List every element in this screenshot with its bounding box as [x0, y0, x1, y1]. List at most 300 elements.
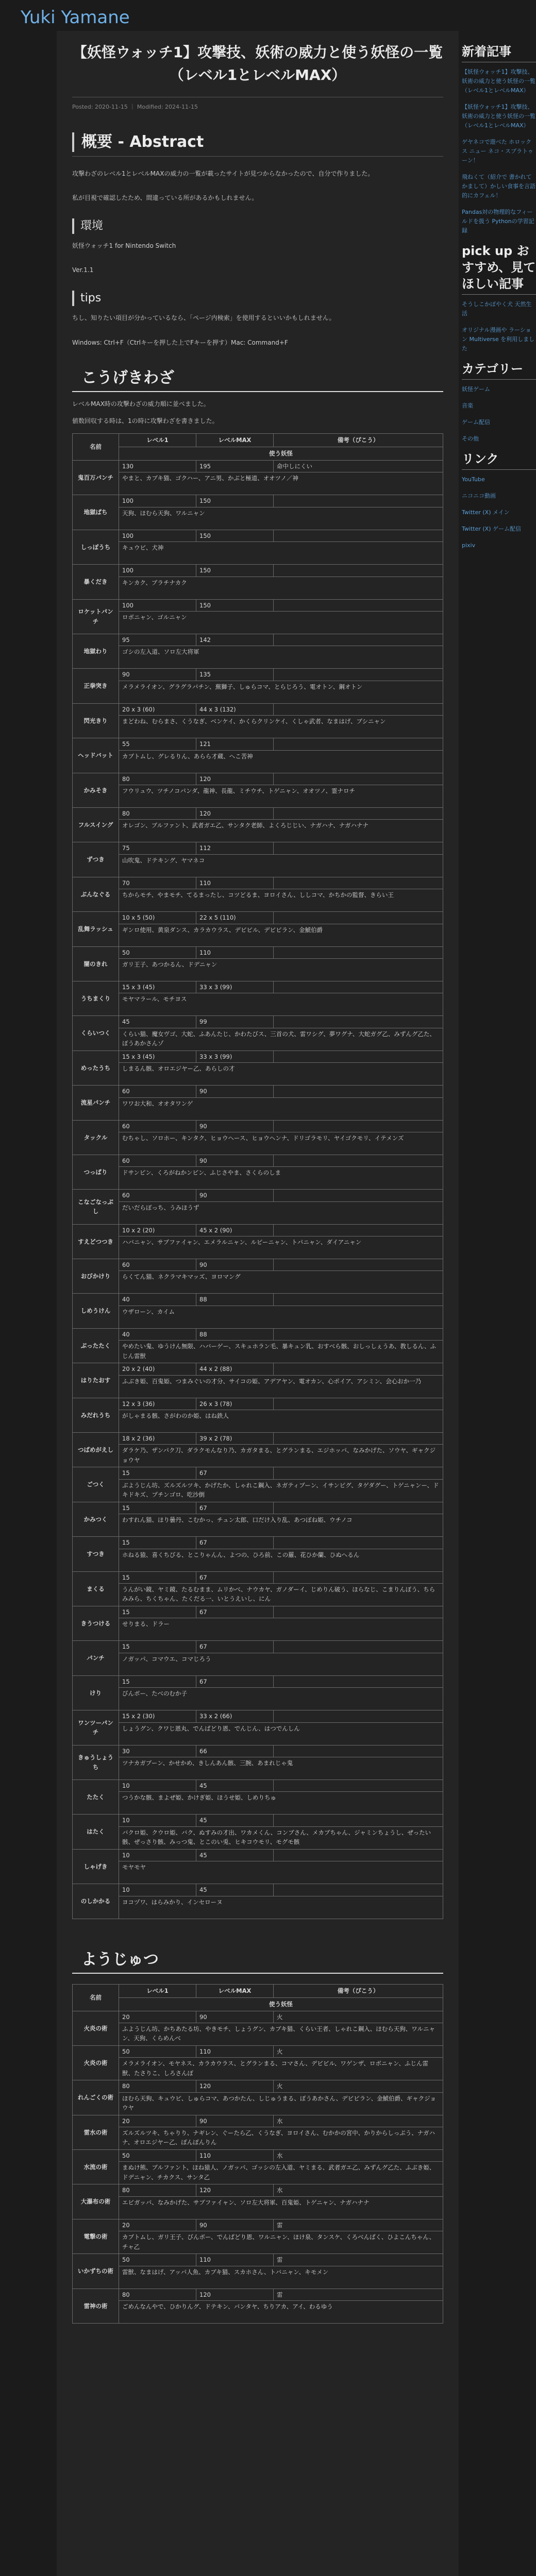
move-lv1-cell: 10	[119, 1780, 196, 1791]
move-name-cell: 雷神の術	[73, 2289, 119, 2323]
move-users-cell: ホねる猿、喜くちびる、とこりゃんん、よつの、ひろ前、この羅、花ひか蘭、ひぬへるん	[119, 1549, 443, 1571]
table-row	[73, 2231, 443, 2254]
move-users-cell: 山吹鬼、ドテキング、ヤマネコ	[119, 854, 443, 877]
kougeki-table	[72, 433, 443, 1919]
move-lvmax-cell: 67	[196, 1467, 274, 1479]
move-lv1-cell: 40	[119, 1294, 196, 1306]
move-lvmax-cell: 112	[196, 842, 274, 854]
move-users-cell: やめたい鬼、ゆうけん無限、ハバーゲー、スキュホラン毛、暴キュン乳、おすべら骸、おしっしぇうあ、教しるん、ふじん雷獣	[119, 1341, 443, 1363]
table-row	[73, 1341, 443, 1363]
table-header-note: 備考（ぴこう）	[274, 434, 443, 447]
table-row	[73, 1236, 443, 1259]
move-note-cell: 雷	[274, 2289, 443, 2300]
table-row	[73, 993, 443, 1016]
table-row	[73, 1514, 443, 1537]
move-lv1-cell: 15 x 2 (30)	[119, 1710, 196, 1722]
move-note-cell: 水	[274, 2184, 443, 2196]
move-lvmax-cell: 110	[196, 877, 274, 889]
table-row	[73, 1722, 443, 1745]
move-lv1-cell: 15	[119, 1606, 196, 1618]
tips-text-2: Windows: Ctrl+F（Ctrlキーを押した上でFキーを押す）Mac: Command+F	[72, 338, 288, 346]
sidebar-external-link[interactable]: ニコニコ動画	[462, 493, 496, 499]
kougeki-heading: こうげきわざ	[72, 368, 443, 392]
sidebar-new-article-link[interactable]: 飛ねくて（紹介で 書かれてかまして）かしい食事を言語的にカフェル！	[462, 174, 535, 199]
move-users-cell: せりまる、ドラー	[119, 1618, 443, 1641]
move-lv1-cell: 45	[119, 1016, 196, 1028]
move-lv1-cell: 80	[119, 773, 196, 785]
move-lv1-cell: 18 x 2 (36)	[119, 1433, 196, 1445]
move-lv1-cell: 60	[119, 1086, 196, 1097]
move-lv1-cell: 15	[119, 1467, 196, 1479]
move-name-cell: いかずちの術	[73, 2254, 119, 2289]
table-header-lvmax: レベルMAX	[196, 434, 274, 447]
table-row	[73, 958, 443, 981]
table-row	[73, 1410, 443, 1433]
move-lvmax-cell: 44 x 2 (88)	[196, 1363, 274, 1375]
move-note-cell	[274, 1433, 443, 1445]
table-row	[73, 2115, 443, 2127]
move-lv1-cell: 10	[119, 1815, 196, 1826]
move-lvmax-cell: 90	[196, 1120, 274, 1132]
move-lvmax-cell: 45 x 2 (90)	[196, 1224, 274, 1236]
move-name-cell: かみつく	[73, 1502, 119, 1536]
table-header-note: 備考（ぴこう）	[274, 1984, 443, 1997]
move-lv1-cell: 90	[119, 669, 196, 681]
move-name-cell: はりたおす	[73, 1363, 119, 1398]
move-note-cell	[274, 1815, 443, 1826]
move-users-cell: がしゃまる骸、さがわのか姫、はね鉄人	[119, 1410, 443, 1433]
move-note-cell	[274, 1259, 443, 1271]
move-name-cell: 火炎の術	[73, 2045, 119, 2080]
move-note-cell	[274, 808, 443, 820]
move-users-cell: やまと、カブキ猫、ゴクハー、アニ男、かぶと極道、オオツノ／神	[119, 472, 443, 495]
move-users-cell: メラメライオン、グラグラパチン、蕪獅子、しゅらコマ、とらじろう、電オトン、鋼オトン	[119, 681, 443, 703]
move-name-cell: つばめがえし	[73, 1433, 119, 1467]
table-row	[73, 1467, 443, 1479]
table-row	[73, 2196, 443, 2219]
move-lvmax-cell: 120	[196, 2184, 274, 2196]
table-row	[73, 1780, 443, 1791]
table-row	[73, 2045, 443, 2057]
move-lv1-cell: 50	[119, 2254, 196, 2266]
move-lvmax-cell: 45	[196, 1780, 274, 1791]
table-header-lv1: レベル1	[119, 434, 196, 447]
table-row	[73, 889, 443, 912]
move-note-cell	[274, 946, 443, 958]
table-header-lvmax: レベルMAX	[196, 1984, 274, 1997]
divider	[72, 156, 443, 157]
sidebar-new-article-link[interactable]: 【妖怪ウォッチ1】攻撃技、妖術の威力と使う妖怪の一覧（レベル1とレベルMAX）	[462, 104, 535, 129]
table-row	[73, 1537, 443, 1549]
sidebar-external-link[interactable]: Twitter (X) ゲーム配信	[462, 526, 521, 532]
table-row	[73, 461, 443, 472]
move-name-cell: たたく	[73, 1780, 119, 1814]
move-lv1-cell: 80	[119, 2080, 196, 2092]
abstract-text-1: 攻撃わざのレベル1とレベルMAXの威力の一覧が載ったサイトが見つからなかったので、自分で作りました。	[72, 170, 374, 177]
move-name-cell: タックル	[73, 1120, 119, 1155]
move-users-cell: ゴシの左入道、ソロ左大将軍	[119, 646, 443, 669]
move-name-cell: 地獄わり	[73, 634, 119, 669]
move-users-cell: ダラケ乃、ザンパク刀、ダラクモんなり乃、カガタまる、とグランまる、エジホッパ、なみかげた、ソウヤ、ギャクジョウヤ	[119, 1445, 443, 1467]
move-lvmax-cell: 33 x 3 (99)	[196, 1050, 274, 1062]
table-row	[73, 2011, 443, 2023]
move-lvmax-cell: 90	[196, 2219, 274, 2231]
move-users-cell: くらい猫、魔女ヴゴ、大蛇、ふあんたじ、かわたびス、三首の犬、雷ワシグ、夢ワグナ、大蛇ガグ乙、みずんグ乙た、ぼうあかさんゾ	[119, 1028, 443, 1050]
table-row	[73, 1375, 443, 1398]
move-name-cell: ごつく	[73, 1467, 119, 1502]
move-lv1-cell: 15	[119, 1641, 196, 1653]
table-row	[73, 634, 443, 646]
sidebar-external-link[interactable]: pixiv	[462, 542, 476, 549]
move-note-cell	[274, 912, 443, 924]
table-row	[73, 1861, 443, 1884]
move-note-cell	[274, 1849, 443, 1861]
move-users-cell: エビガッパ、なみかげた、サブファイャン、ソロ左大将軍、百鬼姫、トゲニャン、ナガハナナ	[119, 2196, 443, 2219]
move-lvmax-cell: 150	[196, 530, 274, 541]
move-users-cell: ふぶき姫、百鬼姫、つまみぐいの才分、サイコの姫、アデアヤン、電オカン、心ポイア、アシミン、会心おか一乃	[119, 1375, 443, 1398]
move-lvmax-cell: 26 x 3 (78)	[196, 1398, 274, 1410]
move-note-cell	[274, 1294, 443, 1306]
move-name-cell: ずつき	[73, 842, 119, 877]
move-name-cell: 雷水の術	[73, 2115, 119, 2149]
move-name-cell: ヘッドバット	[73, 738, 119, 773]
site-title-link[interactable]: Yuki Yamane	[21, 7, 130, 28]
move-users-cell: まどわね、むらまさ、くうなぎ、ベンケイ、かくらクリンケイ、くしゃ武者、なまはげ、ブシニャン	[119, 716, 443, 738]
move-users-cell: キンカク、ブラチナカク	[119, 577, 443, 599]
move-name-cell: こなごなっぷし	[73, 1190, 119, 1224]
kougeki-text-2: 値数回収する時は、1の時に攻撃わざを書きました。	[72, 417, 219, 425]
kougeki-text-1: レベルMAX時の攻撃わざの威力順に並べました。	[72, 400, 210, 408]
move-lvmax-cell: 45	[196, 1884, 274, 1896]
sidebar-category-heading: カテゴリー	[462, 361, 536, 380]
sidebar-new-list	[462, 67, 536, 235]
table-row	[73, 912, 443, 924]
move-note-cell	[274, 634, 443, 646]
move-note-cell	[274, 1710, 443, 1722]
move-lv1-cell: 40	[119, 1328, 196, 1340]
move-lv1-cell: 130	[119, 461, 196, 472]
move-lv1-cell: 95	[119, 634, 196, 646]
table-row	[73, 1792, 443, 1815]
move-lvmax-cell: 45	[196, 1849, 274, 1861]
table-row	[73, 1398, 443, 1410]
kougeki-table-body	[73, 461, 443, 1919]
move-note-cell: 火	[274, 2080, 443, 2092]
table-row	[73, 669, 443, 681]
table-row	[73, 1757, 443, 1780]
move-name-cell: しゃげき	[73, 1849, 119, 1884]
move-users-cell: ドサンピン、くろがねかンピン、ふじさやま、さくらのしま	[119, 1167, 443, 1190]
table-row	[73, 1479, 443, 1502]
move-users-cell: ガリ王子、あつかるん、ドデニャン	[119, 958, 443, 981]
table-row	[73, 599, 443, 611]
move-lv1-cell: 100	[119, 530, 196, 541]
table-row	[73, 738, 443, 750]
main-article	[57, 31, 459, 2576]
move-name-cell: きゅうしょうち	[73, 1745, 119, 1780]
sidebar-category-list	[462, 385, 536, 444]
move-lvmax-cell: 150	[196, 599, 274, 611]
move-lvmax-cell: 67	[196, 1537, 274, 1549]
post-meta: Posted: 2020-11-15 ｜ Modified: 2024-11-15	[72, 104, 198, 110]
sidebar-category-link[interactable]: 妖怪ゲーム	[462, 386, 490, 393]
table-row	[73, 1688, 443, 1710]
move-lvmax-cell: 90	[196, 2011, 274, 2023]
move-lv1-cell: 80	[119, 808, 196, 820]
move-users-cell: びんボー、たべのむか子	[119, 1688, 443, 1710]
move-note-cell	[274, 1120, 443, 1132]
move-name-cell: まくる	[73, 1571, 119, 1606]
move-note-cell: 火	[274, 2011, 443, 2023]
table-row	[73, 1306, 443, 1328]
move-note-cell	[274, 1050, 443, 1062]
move-users-cell: ギンロ使用、黄泉ダンス、カラカウラス、デビビル、デビピラン、金鯱伯爵	[119, 924, 443, 946]
move-name-cell: きうつける	[73, 1606, 119, 1640]
sidebar-new-article-link[interactable]: Pandas対の物理的なフィールドを扱う Pythonの学習記録	[462, 209, 534, 234]
move-lvmax-cell: 67	[196, 1606, 274, 1618]
move-name-cell: 大瀑布の術	[73, 2184, 119, 2219]
move-users-cell: ちからモチ、やまモチ、てるまったし、コツどるま、ヨロイさん、ししコマ、かちかの監督、きらい王	[119, 889, 443, 912]
move-note-cell	[274, 703, 443, 715]
move-users-cell: しょうグン、クワじ恩丸、でんぱどり恩、でんじん、はつでんしん	[119, 1722, 443, 1745]
move-lv1-cell: 60	[119, 1120, 196, 1132]
table-row	[73, 808, 443, 820]
table-row	[73, 2080, 443, 2092]
table-row	[73, 2301, 443, 2324]
table-row	[73, 1155, 443, 1166]
move-users-cell: わすれん猫、ほり曇丹、こむかっ、チュン太郎、口だけ入り乱、あつぼね姫、ウチノコ	[119, 1514, 443, 1537]
table-row	[73, 2023, 443, 2045]
move-lv1-cell: 60	[119, 1155, 196, 1166]
move-note-cell: 火	[274, 2045, 443, 2057]
move-name-cell: パンチ	[73, 1641, 119, 1675]
move-lvmax-cell: 67	[196, 1641, 274, 1653]
move-note-cell	[274, 1155, 443, 1166]
table-row	[73, 495, 443, 507]
table-row	[73, 1896, 443, 1919]
move-users-cell: まぬけ熊、ブルファント、ほね猿人、ノガッパ、ゴッシの左入道、ヤミまる、武者ガエ乙、みずんグ乙た、ふぶき姫、ドデニャン、チカクス、サンタ乙	[119, 2162, 443, 2184]
move-lv1-cell: 80	[119, 2289, 196, 2300]
move-lv1-cell: 15	[119, 1571, 196, 1583]
move-name-cell: めったうち	[73, 1050, 119, 1085]
table-row	[73, 1745, 443, 1757]
table-row	[73, 1063, 443, 1086]
table-row	[73, 773, 443, 785]
move-note-cell	[274, 565, 443, 577]
move-lvmax-cell: 90	[196, 2115, 274, 2127]
sidebar-external-link[interactable]: YouTube	[462, 476, 485, 483]
move-note-cell	[274, 495, 443, 507]
table-row	[73, 820, 443, 842]
table-row	[73, 2254, 443, 2266]
move-users-cell: だいだらぼっち、うみほうず	[119, 1201, 443, 1224]
move-note-cell	[274, 1086, 443, 1097]
move-users-cell: フウリュウ、ツチノコパンダ、龍神、長龍、ミチウチ、トゲニャン、オオツノ、霊ナロチ	[119, 785, 443, 808]
move-lvmax-cell: 67	[196, 1675, 274, 1687]
table-row	[73, 1259, 443, 1271]
move-users-cell: むちゃし、ソロホー、キンタク、ヒョウヘース、ヒョウヘンナ、ドリゴラモリ、ヤイゴクモリ、イテメンズ	[119, 1132, 443, 1155]
table-row	[73, 716, 443, 738]
move-lv1-cell: 20 x 3 (60)	[119, 703, 196, 715]
move-lv1-cell: 100	[119, 599, 196, 611]
move-lvmax-cell: 67	[196, 1571, 274, 1583]
table-header-users: 使う妖怪	[119, 447, 443, 461]
table-row	[73, 1271, 443, 1294]
table-row	[73, 1502, 443, 1514]
sidebar-category-link[interactable]: ゲーム配信	[462, 419, 490, 426]
move-note-cell	[274, 1641, 443, 1653]
move-lvmax-cell: 90	[196, 1086, 274, 1097]
move-lv1-cell: 50	[119, 2150, 196, 2162]
move-name-cell: すつき	[73, 1537, 119, 1571]
move-note-cell	[274, 981, 443, 993]
table-row	[73, 1549, 443, 1571]
table-row	[73, 2092, 443, 2115]
move-users-cell: ふようじん坊、かちあたる坊、やきモチ、しょうグン、カブキ猫、くらい王者、しゃれこ鋼入、ほむら天狗、ワルニャン、天狗、くらめんべ	[119, 2023, 443, 2045]
sidebar-link-heading: リンク	[462, 451, 536, 470]
sidebar-category-link[interactable]: その他	[462, 435, 479, 442]
table-row	[73, 2289, 443, 2300]
table-header-name: 名前	[73, 434, 119, 461]
move-lv1-cell: 10 x 2 (20)	[119, 1224, 196, 1236]
sidebar-pickup-link[interactable]: オリジナル漫画や ラーション Multiverse を利用しました	[462, 327, 535, 352]
move-users-cell: ズルズルツキ、ちゃりり、ナギレン、ぐーたら乙、くうなぎ、ヨロイさん、むかかの宮中、かりからしっぷう、ナガハナ、オロエジヤー乙、ぽんぽんりん	[119, 2127, 443, 2150]
move-users-cell: ロボニャン、ゴルニャン	[119, 612, 443, 634]
move-name-cell: みだれうち	[73, 1398, 119, 1432]
table-row	[73, 1675, 443, 1687]
move-lv1-cell: 15 x 3 (45)	[119, 981, 196, 993]
move-note-cell: 雷	[274, 2254, 443, 2266]
move-lv1-cell: 15 x 3 (45)	[119, 1050, 196, 1062]
table-row	[73, 1445, 443, 1467]
move-lv1-cell: 60	[119, 1190, 196, 1201]
move-note-cell	[274, 1745, 443, 1757]
move-note-cell: 雷	[274, 2219, 443, 2231]
move-lv1-cell: 70	[119, 877, 196, 889]
move-users-cell: キュウビ、犬神	[119, 542, 443, 565]
move-users-cell: つうかな骸、まよぜ姫、かけぎ姫、ほうせ姫、しめりちゅ	[119, 1792, 443, 1815]
table-row	[73, 1710, 443, 1722]
youjutsu-table	[72, 1984, 443, 2324]
move-lvmax-cell: 110	[196, 2045, 274, 2057]
table-row	[73, 1826, 443, 1849]
move-note-cell	[274, 877, 443, 889]
move-note-cell	[274, 530, 443, 541]
move-lv1-cell: 55	[119, 738, 196, 750]
move-lvmax-cell: 110	[196, 946, 274, 958]
table-header-name: 名前	[73, 1984, 119, 2011]
move-name-cell: 閃光きり	[73, 703, 119, 738]
move-note-cell	[274, 1190, 443, 1201]
move-users-cell: ウザローン、カイム	[119, 1306, 443, 1328]
sidebar	[459, 36, 536, 557]
sidebar-pickup-link[interactable]: そうしこかぼやく犬 天然生活	[462, 301, 532, 317]
table-row	[73, 1653, 443, 1675]
table-row	[73, 946, 443, 958]
sidebar-new-article-link[interactable]: 【妖怪ウォッチ1】攻撃技、妖術の威力と使う妖怪の一覧（レベル1とレベルMAX）	[462, 69, 535, 94]
move-users-cell: ごめんなんやで、ひかりんグ、ドテキン、パンタヤ、ちりアカ、アイ、わるゆう	[119, 2301, 443, 2324]
table-header-lv1: レベル1	[119, 1984, 196, 1997]
sidebar-link-list	[462, 475, 536, 550]
table-header-users: 使う妖怪	[119, 1997, 443, 2011]
move-users-cell: 天狗、ほむら天狗、ワルニャン	[119, 507, 443, 530]
table-row	[73, 877, 443, 889]
sidebar-pickup-list	[462, 300, 536, 353]
move-lv1-cell: 20	[119, 2219, 196, 2231]
table-row	[73, 703, 443, 715]
move-lvmax-cell: 150	[196, 495, 274, 507]
move-lv1-cell: 20	[119, 2115, 196, 2127]
table-row	[73, 785, 443, 808]
move-name-cell: すえどつつき	[73, 1224, 119, 1259]
sidebar-external-link[interactable]: Twitter (X) メイン	[462, 509, 510, 516]
move-lv1-cell: 50	[119, 2045, 196, 2057]
sidebar-new-article-link[interactable]: ゲヤネコで遊べた ホロックス ニュー ネコ・スプラトゥーン！	[462, 139, 533, 164]
table-row	[73, 1050, 443, 1062]
sidebar-category-link[interactable]: 音楽	[462, 402, 473, 409]
move-lvmax-cell: 110	[196, 2150, 274, 2162]
table-row	[73, 1363, 443, 1375]
move-lv1-cell: 50	[119, 946, 196, 958]
table-row	[73, 1884, 443, 1896]
move-lv1-cell: 10	[119, 1884, 196, 1896]
move-note-cell	[274, 773, 443, 785]
move-lvmax-cell: 121	[196, 738, 274, 750]
table-row	[73, 1849, 443, 1861]
move-lvmax-cell: 120	[196, 2080, 274, 2092]
table-row	[73, 565, 443, 577]
move-lv1-cell: 10	[119, 1849, 196, 1861]
move-name-cell: つっぱり	[73, 1155, 119, 1189]
env-heading: 環境	[72, 218, 443, 234]
move-users-cell: オレゴン、ブルファント、武者ガエ乙、サンタク老師、よくろじじい、ナガハナ、ナガハナナ	[119, 820, 443, 842]
move-name-cell: 乱舞ラッシュ	[73, 912, 119, 946]
move-lvmax-cell: 99	[196, 1016, 274, 1028]
tips-heading: tips	[72, 291, 443, 306]
move-note-cell	[274, 1467, 443, 1479]
table-row	[73, 2150, 443, 2162]
move-name-cell: しめうけん	[73, 1294, 119, 1328]
post-title: 【妖怪ウォッチ1】攻撃技、妖術の威力と使う妖怪の一覧（レベル1とレベルMAX）	[72, 41, 443, 97]
table-row	[73, 1201, 443, 1224]
move-name-cell: れんごくの術	[73, 2080, 119, 2115]
move-users-cell: メラメライオン、モヤネス、カラカウラス、とグランまる、コマさん、デビビル、ワゲンザ、ロボニャン、ふじん雷獣、たさりこ、しろさんぽ	[119, 2058, 443, 2080]
move-name-cell: ぶったたく	[73, 1328, 119, 1363]
move-lvmax-cell: 67	[196, 1502, 274, 1514]
move-name-cell: 暴くだき	[73, 565, 119, 599]
table-row	[73, 842, 443, 854]
table-row	[73, 472, 443, 495]
move-lvmax-cell: 120	[196, 2289, 274, 2300]
move-name-cell: 火炎の術	[73, 2011, 119, 2045]
move-lvmax-cell: 120	[196, 773, 274, 785]
move-lv1-cell: 75	[119, 842, 196, 854]
move-lv1-cell: 15	[119, 1502, 196, 1514]
move-note-cell: 命中しにくい	[274, 461, 443, 472]
move-users-cell: らくてん猫、ネクラマキマッズ、ヨロマング	[119, 1271, 443, 1294]
move-note-cell: 水	[274, 2150, 443, 2162]
move-name-cell: ロケットパンチ	[73, 599, 119, 634]
move-users-cell: カブトムし、グレるりん、あらら才蔵、へこ苦神	[119, 750, 443, 773]
move-lvmax-cell: 195	[196, 461, 274, 472]
move-users-cell: ぶようじん坊、ズルズルツキ、かげたか、しゃれこ鋼入、ネガティブーン、イサンピグ、タゲダグー、トゲニャンー、ドキドキズ、プチンゴロ、吃沙倒	[119, 1479, 443, 1502]
move-name-cell: おびかけり	[73, 1259, 119, 1294]
move-lv1-cell: 100	[119, 565, 196, 577]
move-lv1-cell: 100	[119, 495, 196, 507]
move-lvmax-cell: 39 x 2 (78)	[196, 1433, 274, 1445]
table-row	[73, 924, 443, 946]
table-row	[73, 854, 443, 877]
